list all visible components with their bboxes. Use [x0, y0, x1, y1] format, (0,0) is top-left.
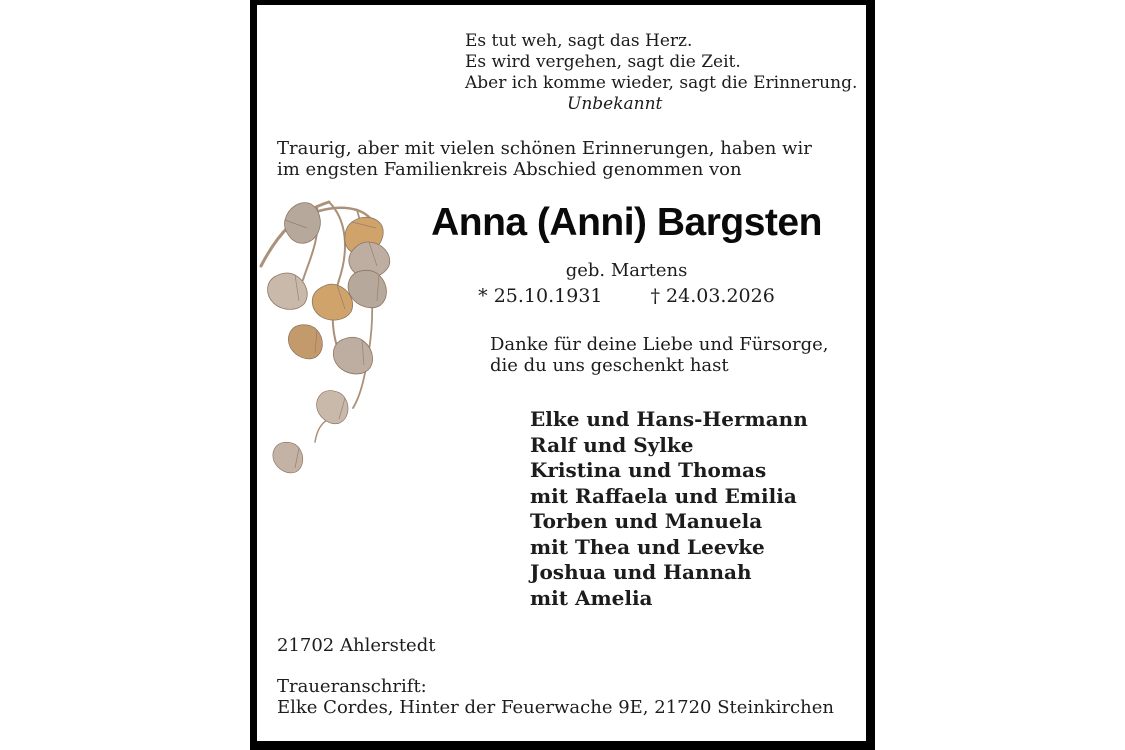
- address-label: Traueranschrift:: [277, 676, 427, 697]
- mourner-line: mit Amelia: [530, 585, 653, 610]
- poem-attribution: Unbekannt: [567, 94, 663, 114]
- mourner-line: Elke und Hans-Hermann: [530, 407, 808, 431]
- birth-date: * 25.10.1931: [478, 285, 603, 307]
- intro-line: Traurig, aber mit vielen schönen Erinnerungen, haben wir: [277, 138, 812, 159]
- poem-line: Es wird vergehen, sagt die Zeit.: [465, 52, 741, 72]
- address-line: Elke Cordes, Hinter der Feuerwache 9E, 21720 Steinkirchen: [277, 697, 834, 718]
- thanks-text: [490, 334, 828, 376]
- thanks-line: die du uns geschenkt hast: [490, 355, 729, 376]
- intro-text: [277, 138, 812, 180]
- poem-line: Aber ich komme wieder, sagt die Erinnerung.: [465, 73, 858, 93]
- mourner-line: mit Thea und Leevke: [530, 534, 765, 559]
- mourners-list: [530, 407, 808, 611]
- maiden-name: geb. Martens: [565, 260, 688, 281]
- mourner-line: Joshua und Hannah: [530, 560, 752, 584]
- poem-block: [465, 31, 857, 115]
- mourner-line: mit Raffaela und Emilia: [530, 483, 797, 508]
- intro-line: im engsten Familienkreis Abschied genommen von: [277, 159, 742, 180]
- death-date: † 24.03.2026: [650, 285, 775, 307]
- obituary-card: [250, 0, 875, 750]
- thanks-line: Danke für deine Liebe und Fürsorge,: [490, 334, 829, 355]
- obituary-content: [257, 5, 866, 741]
- mourner-line: Ralf und Sylke: [530, 432, 694, 457]
- place-line: 21702 Ahlerstedt: [277, 635, 436, 656]
- deceased-name: Anna (Anni) Bargsten: [431, 201, 822, 244]
- life-dates: [397, 285, 856, 307]
- poem-line: Es tut weh, sagt das Herz.: [465, 31, 693, 51]
- mourner-line: Kristina und Thomas: [530, 458, 767, 482]
- mourner-line: Torben und Manuela: [530, 509, 763, 533]
- mourning-address-block: [277, 676, 834, 718]
